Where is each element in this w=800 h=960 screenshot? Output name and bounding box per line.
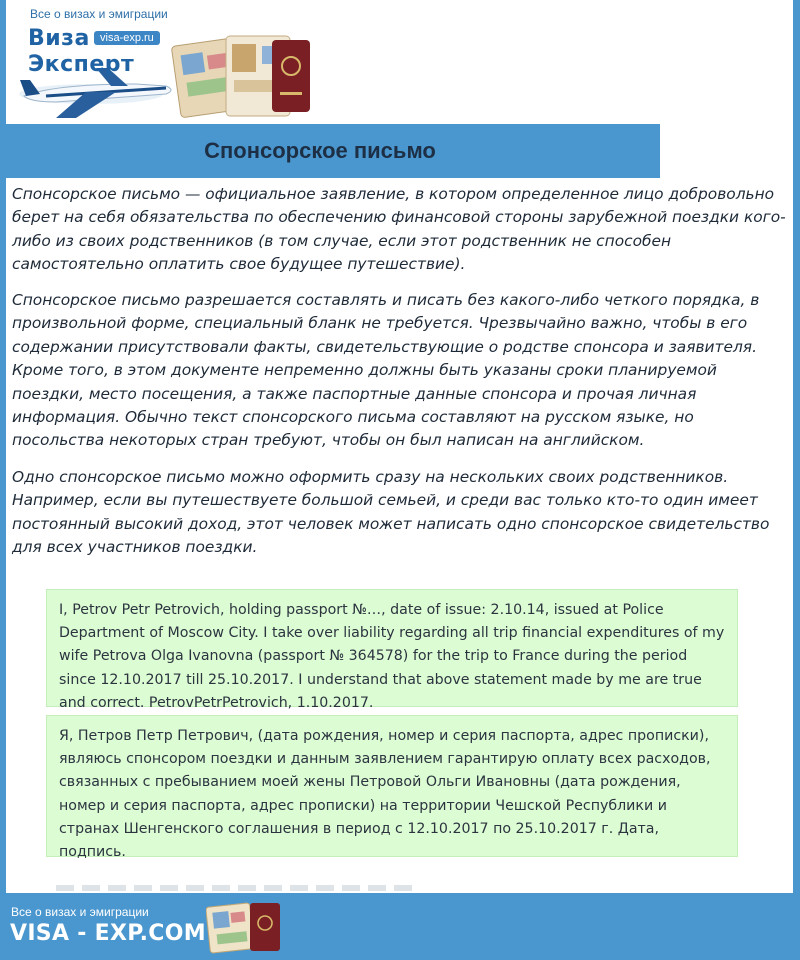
faded-text-line: [56, 885, 416, 891]
paragraph-requirements: Спонсорское письмо разрешается составлять и писать без какого-либо четкого порядка, в произвольной форме, специальный бланк не требуется. Чрезвычайно важно, чтобы в его содержании присутствовали факты, свидетельствующие о родстве спонсора и заявителя. Кроме того, в этом документе непременно должны быть указаны сроки планируемой поездки, место посещения, а также паспортные данные спонсора и прочая личная информация. Обычно текст спонсорского письма составляют на русском языке, но посольства некоторых стран требуют, чтобы он был написан на английском.: [12, 291, 760, 450]
logo-word-visa[interactable]: Виза: [28, 26, 90, 51]
site-footer: [0, 893, 800, 960]
paragraph-definition: Спонсорское письмо — официальное заявление, в котором определенное лицо добровольно берет на себя обязательства по обеспечению финансовой стороны зарубежной поездки кого-либо из своих родственников (в том случае, если этот родственник не способен самостоятельно оплатить свое будущее путешествие).: [12, 185, 786, 274]
logo-word-expert[interactable]: Эксперт: [28, 52, 135, 77]
content-page: [6, 0, 793, 893]
header-tagline: Все о визах и эмиграции: [30, 7, 168, 21]
example-letter-english: I, Petrov Petr Petrovich, holding passport №…, date of issue: 2.10.14, issued at Police Department of Moscow City. I take over liability regarding all trip financial expenditures of my wife Petrova Olga Ivanovna (passport № 364578) for the trip to France during the period since 12.10.2017 till 25.10.2017. I understand that above statement made by me are true and correct. PetrovPetrPetrovich, 1.10.2017.: [46, 589, 738, 707]
footer-tagline: Все о визах и эмиграции: [11, 905, 149, 919]
page-title: Спонсорское письмо: [204, 138, 436, 163]
site-header: [6, 0, 793, 122]
paragraph-family: Одно спонсорское письмо можно оформить сразу на нескольких своих родственников. Например, если вы путешествуете большой семьей, и среди вас только кто-то один имеет постоянный высокий доход, этот человек может написать одно спонсорское свидетельство для всех участников поездки.: [12, 468, 770, 557]
title-bar: [6, 124, 660, 178]
logo-domain[interactable]: visa-exp.ru: [94, 31, 160, 45]
footer-domain[interactable]: VISA - EXP.COM: [10, 921, 206, 946]
passport-icon: [206, 899, 296, 955]
example-letter-russian: Я, Петров Петр Петрович, (дата рождения, номер и серия паспорта, адрес прописки), являюсь спонсором поездки и данным заявлением гарантирую оплату всех расходов, связанных с пребыванием моей жены Петровой Ольги Ивановны (дата рождения, номер и серия паспорта, адрес прописки) на территории Чешской Республики и странах Шенгенского соглашения в период с 12.10.2017 по 25.10.2017 г. Дата, подпись.: [46, 715, 738, 857]
